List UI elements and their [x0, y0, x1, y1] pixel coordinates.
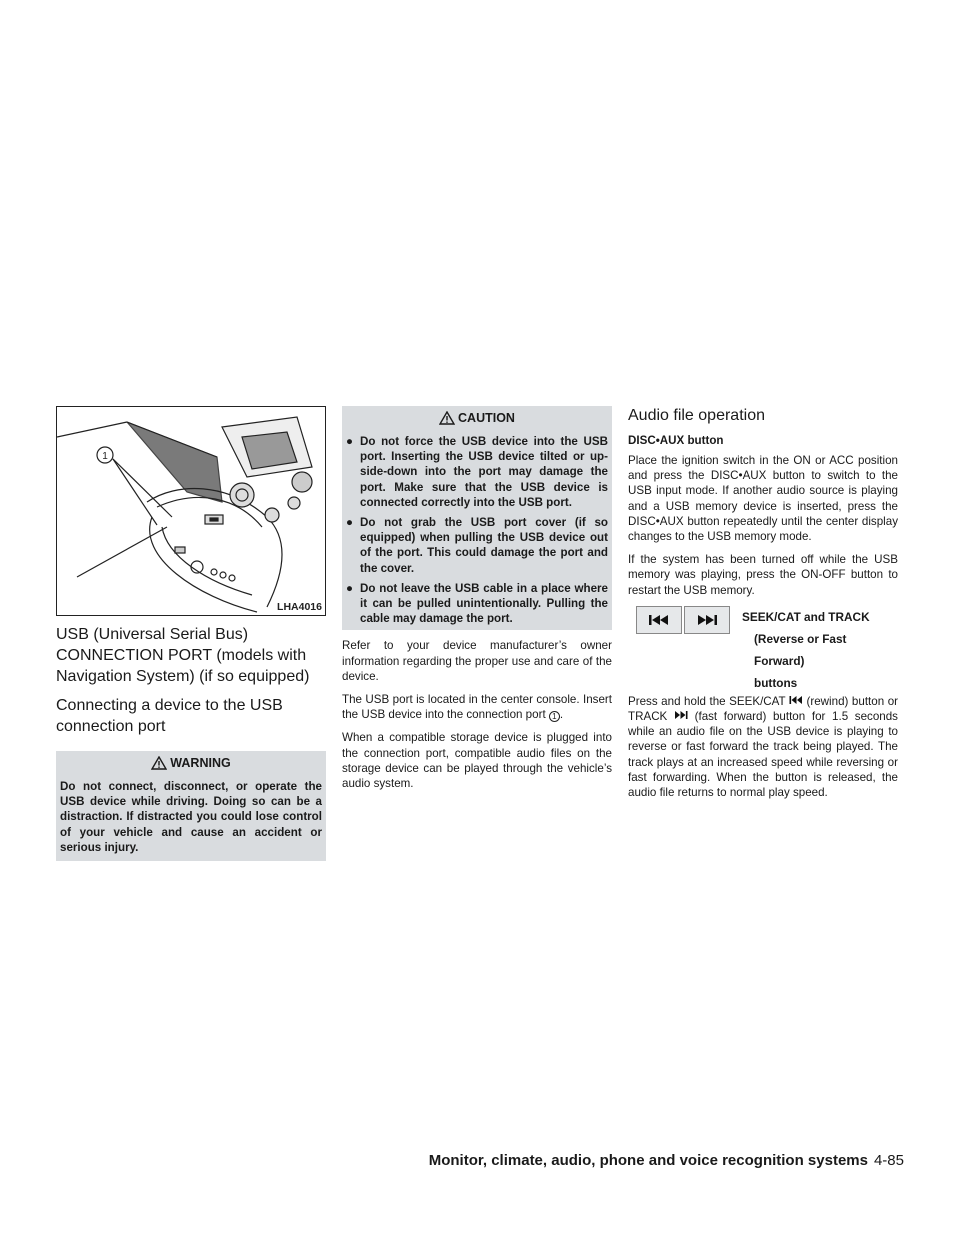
warning-heading-text: WARNING — [170, 756, 231, 770]
section-subtitle: Connecting a device to the USB connection port — [56, 697, 283, 735]
seek-text-a: Press and hold the SEEK/CAT — [628, 694, 786, 708]
caution-item: ● Do not grab the USB port cover (if so equipped) when pulling the USB device out of the port. This could damage the port and the cover. — [346, 516, 608, 575]
caution-heading-text: CAUTION — [458, 411, 515, 425]
seek-label-line3: buttons — [754, 675, 798, 690]
caution-box — [342, 406, 612, 630]
seek-track-heading — [628, 604, 898, 690]
usb-location-paragraph — [342, 692, 612, 722]
caution-item-text: Do not force the USB device into the USB port. Inserting the USB device tilted or up-side-down into the port may damage the port. Make sure that the USB device is connected correctly into the USB port. — [360, 435, 608, 509]
caution-heading — [342, 406, 612, 430]
seek-paragraph — [628, 694, 898, 800]
warning-box — [56, 751, 326, 861]
caution-item: ● Do not force the USB device into the USB port. Inserting the USB device tilted or up-side-down into the port may damage the port. Make sure that the USB device is connected correctly into the USB port. — [346, 435, 608, 509]
callout-reference: 1 — [549, 711, 560, 722]
figure-label: LHA4016 — [277, 601, 322, 613]
forward-button-graphic — [684, 606, 730, 634]
seek-label-line1: SEEK/CAT and TRACK — [742, 609, 870, 624]
skip-forward-icon — [696, 614, 718, 626]
column-middle — [342, 406, 612, 791]
column-left — [56, 406, 326, 861]
skip-back-icon — [789, 695, 803, 705]
section-title: USB (Universal Serial Bus) CONNECTION PORT (models with Navigation System) (if so equipped) — [56, 626, 310, 685]
seek-label-line2: (Reverse or Fast Forward) — [754, 631, 847, 668]
page-footer — [429, 1152, 904, 1169]
warning-heading — [56, 751, 326, 775]
compatible-device-paragraph: When a compatible storage device is plugged into the connection port, compatible audio files on the storage device can be played through the vehicle’s audio system. — [342, 731, 612, 791]
seek-text-b: (rewind) button or TRACK — [628, 694, 898, 724]
warning-triangle-icon — [151, 756, 167, 770]
warning-triangle-icon — [439, 411, 455, 425]
owner-info-paragraph: Refer to your device manufacturer’s owner information regarding the proper use and care of the device. — [342, 639, 612, 683]
rewind-button-graphic — [636, 606, 682, 634]
seek-buttons-graphic — [636, 606, 732, 634]
callout-number: 1 — [102, 451, 108, 462]
caution-item-text: Do not grab the USB port cover (if so equipped) when pulling the USB device out of the port. This could damage the port and the cover. — [360, 516, 608, 575]
caution-item: ● Do not leave the USB cable in a place where it can be pulled unintentionally. Pulling the cable may damage the port. — [346, 581, 608, 626]
usb-location-text: The USB port is located in the center console. Insert the USB device into the connection port — [342, 693, 612, 722]
caution-list — [342, 430, 612, 626]
skip-back-icon — [648, 614, 670, 626]
seek-text-c: (fast forward) button for 1.5 seconds while an audio file on the USB device is playing to reverse or fast forward the track being played. The track plays at an increased speed while reversing or fast forwarding. When the button is released, the audio file returns to normal play speed. — [628, 710, 898, 800]
chapter-title: Monitor, climate, audio, phone and voice recognition systems — [428, 1152, 868, 1169]
period: . — [559, 708, 564, 722]
restart-paragraph: If the system has been turned off while the USB memory was playing, press the ON-OFF button to restart the USB memory. — [628, 553, 898, 597]
warning-text: Do not connect, disconnect, or operate the USB device while driving. Doing so can be a distraction. If distracted you could lose control of your vehicle and cause an accident or serious injury. — [60, 780, 322, 854]
column-right — [628, 406, 898, 800]
skip-forward-icon — [674, 710, 688, 720]
audio-file-title: Audio file operation — [628, 407, 765, 424]
disc-aux-heading: DISC•AUX button — [628, 434, 724, 447]
seek-track-label — [742, 606, 898, 694]
caution-item-text: Do not leave the USB cable in a place where it can be pulled unintentionally. Pulling the cable may damage the port. — [360, 581, 608, 626]
console-drawing — [57, 407, 326, 616]
page-number: 4-85 — [873, 1152, 904, 1169]
disc-aux-paragraph: Place the ignition switch in the ON or ACC position and press the DISC•AUX button to switch to the USB input mode. If another audio source is playing and a USB memory device is inserted, press the DISC•AUX button repeatedly until the center display changes to the USB memory mode. — [628, 454, 898, 544]
usb-port-illustration — [56, 406, 326, 616]
